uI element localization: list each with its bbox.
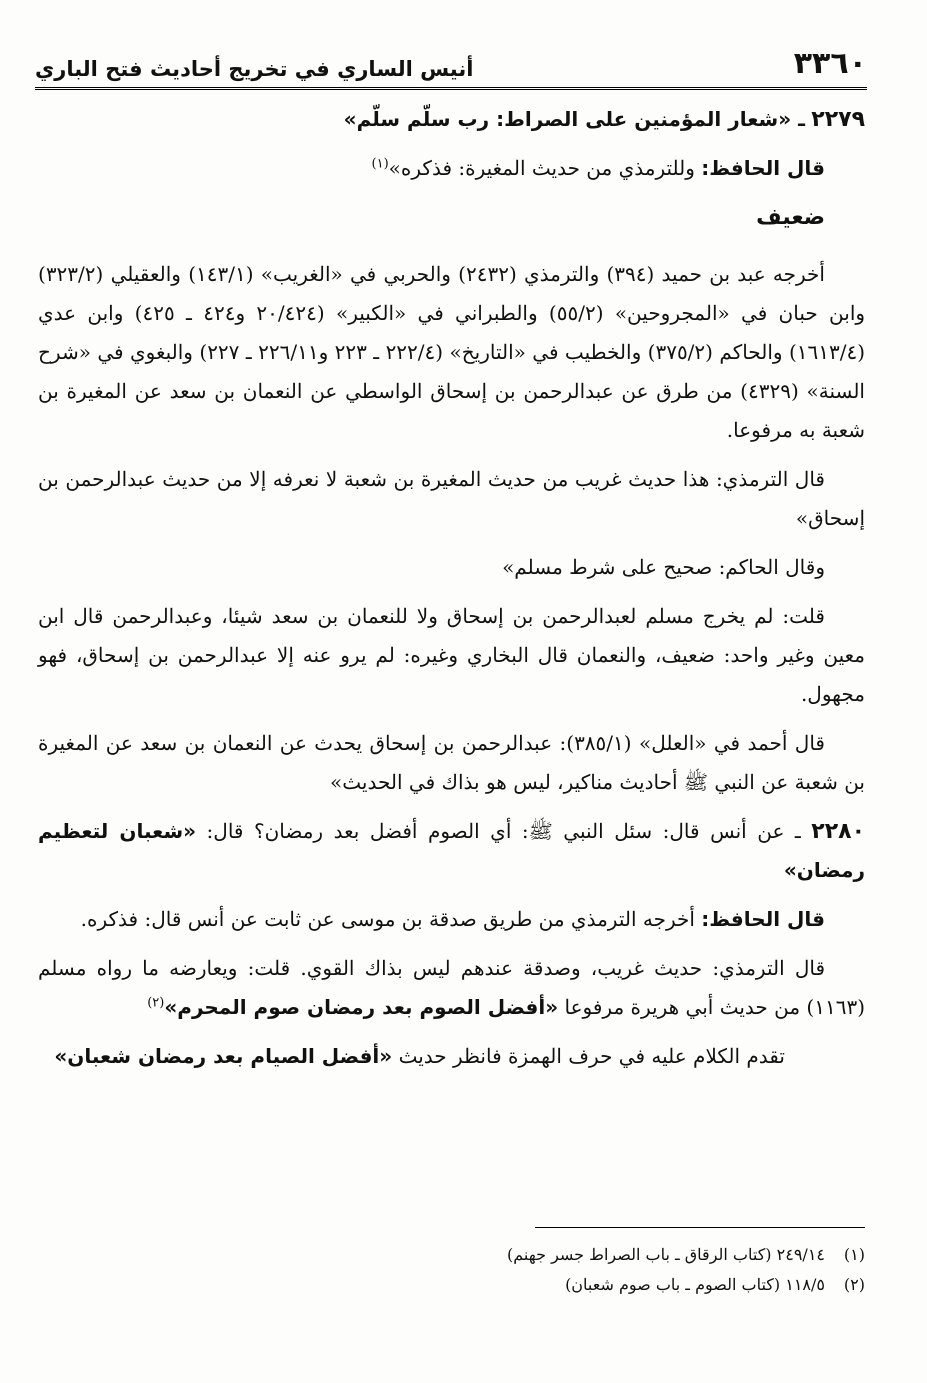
- page-body: [38, 100, 865, 1086]
- footnote-mark: (٢): [843, 1275, 865, 1294]
- note-text: تقدم الكلام عليه في حرف الهمزة فانظر حديث: [398, 1044, 785, 1068]
- hafiz-quote: [38, 149, 865, 188]
- page-header: [35, 28, 867, 90]
- hakim-paragraph: وقال الحاكم: صحيح على شرط مسلم»: [502, 555, 825, 579]
- hafiz-text: وللترمذي من حديث المغيرة: فذكره»: [388, 156, 695, 180]
- footnote-ref: (١): [371, 156, 389, 172]
- hadith-2280-heading: [38, 812, 865, 890]
- hadith-number: ٢٢٧٩: [811, 107, 865, 132]
- cross-reference-note: [38, 1037, 865, 1076]
- hafiz-label: قال الحافظ:: [701, 156, 825, 180]
- hadith-2279-heading: [38, 100, 865, 139]
- tirmidhi-text: قال الترمذي: حديث غريب، وصدقة عندهم ليس بذاك القوي. قلت: ويعارضه ما رواه مسلم (١١٦٣) من حديث أبي هريرة مرفوعا: [38, 956, 865, 1019]
- hafiz-text: أخرجه الترمذي من طريق صدقة بن موسى عن ثابت عن أنس قال: فذكره.: [80, 907, 695, 931]
- hafiz-quote: [38, 900, 865, 939]
- takhrij-paragraph: أخرجه عبد بن حميد (٣٩٤) والترمذي (٢٤٣٢) والحربي في «الغريب» (١٤٣/١) والعقيلي (٣٢٣/٢) وابن حبان في «المجروحين» (٥٥/٢) والطبراني في «الكبير» (٢٠/٤٢٤ و٤٢٤ ـ ٤٢٥) وابن عدي (١٦١٣/٤) والحاكم (٣٧٥/٢) والخطيب في «التاريخ» (٢٢٢/٤ ـ ٢٢٣ و٢٢٦/١١ ـ ٢٢٧) والبغوي في «شرح السنة» (٤٣٢٩) من طرق عن عبدالرحمن بن إسحاق الواسطي عن النعمان بن سعد عن المغيرة بن شعبة به مرفوعا.: [38, 262, 866, 442]
- footnote-mark: (١): [843, 1245, 865, 1264]
- footnote-divider: [535, 1227, 865, 1228]
- hadith-matn: «شعبان لتعظيم رمضان»: [38, 819, 865, 882]
- tirmidhi-paragraph: قال الترمذي: هذا حديث غريب من حديث المغيرة بن شعبة لا نعرفه إلا من حديث عبدالرحمن بن إسحاق»: [38, 467, 865, 530]
- ahmad-paragraph: قال أحمد في «العلل» (٣٨٥/١): عبدالرحمن بن إسحاق يحدث عن النعمان بن سعد عن المغيرة بن شعبة عن النبي ﷺ أحاديث مناكير، ليس هو بذاك في الحديث»: [38, 731, 865, 794]
- footnote-ref: (٢): [147, 995, 165, 1011]
- grade-label: ضعيف: [756, 205, 825, 230]
- footnote-text: ٢٤٩/١٤ (كتاب الرقاق ـ باب الصراط جسر جهنم): [507, 1245, 825, 1264]
- running-title: أنيس الساري في تخريج أحاديث فتح الباري: [35, 57, 474, 81]
- muslim-matn: «أفضل الصوم بعد رمضان صوم المحرم»: [164, 995, 559, 1019]
- footnote: [300, 1270, 865, 1300]
- tirmidhi-paragraph: [38, 949, 865, 1027]
- note-matn: «أفضل الصيام بعد رمضان شعبان»: [54, 1044, 393, 1068]
- footnotes: [300, 1240, 865, 1300]
- qultu-paragraph: قلت: لم يخرج مسلم لعبدالرحمن بن إسحاق ولا للنعمان بن سعد شيئا، وعبدالرحمن قال ابن معين وغير واحد: ضعيف، والنعمان قال البخاري وغيره: لم يرو عنه إلا عبدالرحمن بن إسحاق، فهو مجهول.: [38, 604, 865, 706]
- page-number: ٣٣٦٠: [793, 46, 867, 81]
- hadith-text: ـ «شعار المؤمنين على الصراط: رب سلّم سلّم»: [343, 107, 805, 131]
- hadith-number: ٢٢٨٠: [811, 819, 865, 844]
- footnote: [300, 1240, 865, 1270]
- hafiz-label: قال الحافظ:: [701, 907, 825, 931]
- footnote-text: ١١٨/٥ (كتاب الصوم ـ باب صوم شعبان): [565, 1275, 825, 1294]
- hadith-text: ـ عن أنس قال: سئل النبي ﷺ: أي الصوم أفضل بعد رمضان؟ قال:: [206, 819, 801, 843]
